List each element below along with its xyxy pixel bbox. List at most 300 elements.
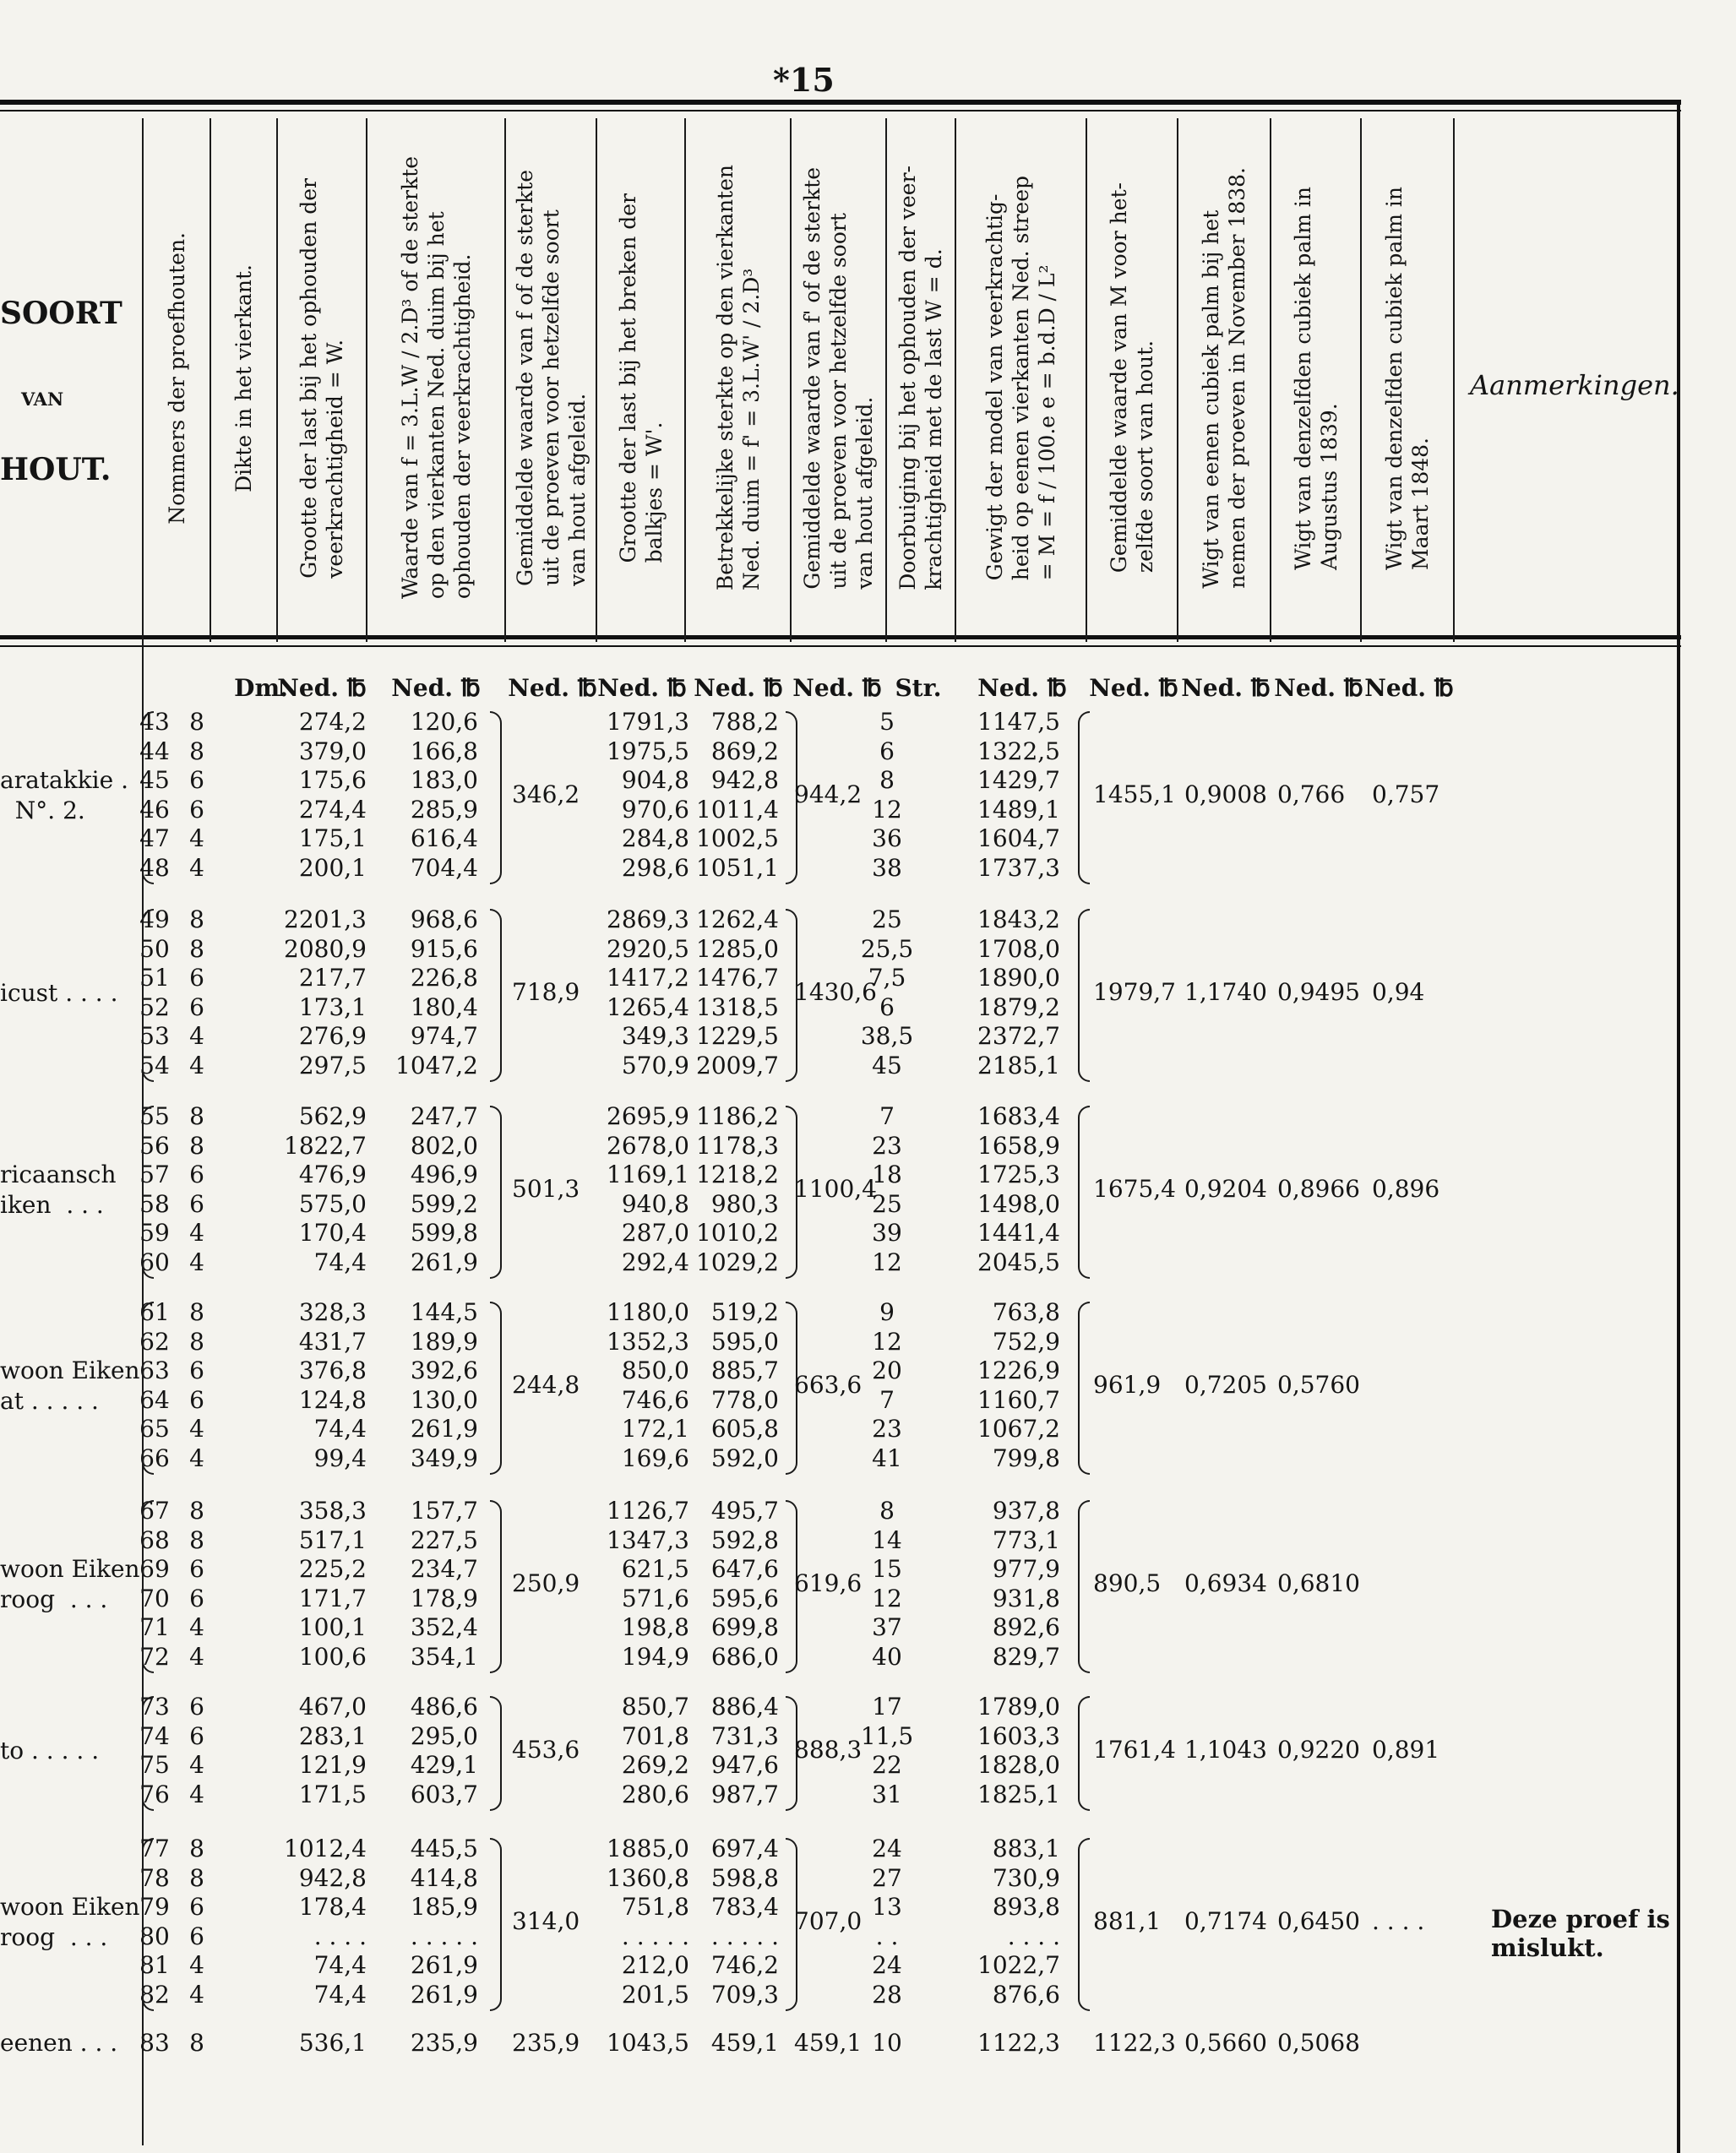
- cell-waarde-f: 915,6: [410, 934, 478, 963]
- cell-nummer: 53: [139, 1022, 170, 1050]
- cell-last-w: 358,3: [298, 1497, 367, 1525]
- header-wigt-1839-text: Wigt van denzelfden cubiek palm in Augustus 1839.: [1290, 186, 1341, 570]
- cell-dikte: 4: [189, 1219, 204, 1247]
- header-betrekkelijke-text: Betrekkelijke sterkte op den vierkanten Ned. duim = f' = 3.L.W' / 2.D³: [712, 165, 764, 591]
- cell-doorbuiging: 23: [872, 1415, 902, 1443]
- cell-nummer: 51: [139, 964, 170, 992]
- cell-doorbuiging: 24: [872, 1951, 902, 1979]
- cell-breken: 850,7: [621, 1693, 689, 1721]
- cell-dikte: 6: [189, 964, 204, 992]
- cell-last-w: 431,7: [298, 1327, 367, 1356]
- cell-gewigt-m: 773,1: [992, 1525, 1060, 1554]
- cell-f-accent: 1285,0: [696, 934, 779, 963]
- cell-nummer: 70: [139, 1584, 170, 1612]
- unit-doorbuiging: Str.: [895, 674, 942, 702]
- cell-gewigt-m: 1843,2: [977, 905, 1060, 933]
- table-right-border: [1677, 100, 1680, 2153]
- cell-gem-f: 250,9: [512, 1569, 580, 1597]
- cell-dikte: 4: [189, 824, 204, 852]
- cell-dikte: 8: [189, 1102, 204, 1130]
- header-soort: SOORT: [0, 296, 122, 331]
- header-doorbuiging: [887, 127, 955, 629]
- cell-f-accent: 788,2: [710, 708, 779, 736]
- group-brace: [1078, 1696, 1090, 1811]
- cell-gewigt-m: 1067,2: [977, 1415, 1060, 1443]
- group-brace: [490, 909, 502, 1082]
- cell-doorbuiging: 14: [872, 1525, 902, 1554]
- cell-nummer: 46: [139, 795, 170, 824]
- cell-dikte: 6: [189, 795, 204, 824]
- cell-dikte: 4: [189, 853, 204, 882]
- cell-f-accent: 699,8: [710, 1613, 779, 1641]
- cell-dikte: 8: [189, 1298, 204, 1326]
- cell-wigt-1838: 1,1043: [1184, 1736, 1267, 1764]
- cell-waarde-f: 496,9: [410, 1161, 478, 1188]
- cell-gewigt-m: 1879,2: [977, 992, 1060, 1021]
- cell-f-accent: 592,8: [710, 1525, 779, 1554]
- cell-waarde-f: 392,6: [410, 1356, 478, 1384]
- header-wigt-1839: [1271, 127, 1360, 629]
- cell-doorbuiging: 17: [872, 1693, 902, 1721]
- cell-doorbuiging: 38: [872, 853, 902, 882]
- cell-gewigt-m: 1429,7: [977, 766, 1060, 794]
- cell-dikte: 8: [189, 1131, 204, 1160]
- cell-waarde-f: 261,9: [410, 1415, 478, 1443]
- cell-nummer: 54: [139, 1051, 170, 1079]
- cell-nummer: 76: [139, 1780, 170, 1808]
- cell-last-w: 171,5: [298, 1780, 367, 1808]
- cell-wigt-1839: 0,6450: [1277, 1906, 1360, 1935]
- cell-waarde-f: 178,9: [410, 1584, 478, 1612]
- cell-doorbuiging: 9: [879, 1298, 895, 1326]
- cell-last-w: 1012,4: [284, 1835, 367, 1862]
- header-dikte: [211, 127, 276, 629]
- cell-nummer: 65: [139, 1415, 170, 1443]
- cell-gewigt-m: 1022,7: [977, 1951, 1060, 1979]
- header-wigt-1838: [1178, 127, 1270, 629]
- header-gewigt-model-text: Gewigt der model van veerkrachtig- heid op eenen vierkanten Ned. streep = M = f / 100.e e = b.d.D / L²: [982, 175, 1059, 581]
- group-brace: [142, 1696, 154, 1811]
- cell-breken: 1417,2: [607, 964, 689, 992]
- cell-gem-f: 501,3: [512, 1174, 580, 1203]
- cell-dikte: 4: [189, 1642, 204, 1671]
- cell-waarde-f: 704,4: [410, 853, 478, 882]
- cell-waarde-f: 166,8: [410, 737, 478, 765]
- cell-gewigt-m: 829,7: [992, 1642, 1060, 1671]
- cell-breken: 284,8: [621, 824, 689, 852]
- cell-last-w: 170,4: [298, 1219, 367, 1247]
- header-aanmerkingen: Aanmerkingen.: [1470, 369, 1679, 401]
- cell-gewigt-m: 1737,3: [977, 853, 1060, 882]
- cell-gewigt-m: 2045,5: [977, 1248, 1060, 1276]
- cell-breken: 904,8: [621, 766, 689, 794]
- cell-last-w: 74,4: [313, 1951, 367, 1979]
- cell-dikte: 4: [189, 1022, 204, 1050]
- cell-gem-f-accent: 707,0: [794, 1906, 863, 1935]
- cell-dikte: 8: [189, 1525, 204, 1554]
- cell-gewigt-m: . . . .: [1007, 1922, 1060, 1950]
- cell-last-w: 328,3: [298, 1298, 367, 1326]
- cell-last-w: 476,9: [298, 1161, 367, 1188]
- cell-gewigt-m: 1825,1: [977, 1780, 1060, 1808]
- group-brace: [142, 909, 154, 1082]
- cell-last-w: 276,9: [298, 1022, 367, 1050]
- cell-gem-f-accent: 888,3: [794, 1736, 863, 1764]
- cell-wigt-1839: 0,8966: [1277, 1174, 1360, 1203]
- cell-f-accent: . . . . .: [710, 1922, 779, 1950]
- header-grootte-breken-text: Grootte der last bij het breken der balkjes = W'.: [615, 193, 667, 563]
- cell-gewigt-m: 799,8: [992, 1443, 1060, 1472]
- cell-gewigt-m: 2185,1: [977, 1051, 1060, 1079]
- cell-waarde-f: 130,0: [410, 1385, 478, 1414]
- cell-dikte: 8: [189, 1835, 204, 1862]
- cell-nummer: 71: [139, 1613, 170, 1641]
- cell-gewigt-m: 1683,4: [977, 1102, 1060, 1130]
- wood-type-label: aratakkie . N°. 2.: [0, 765, 128, 824]
- group-brace: [142, 1500, 154, 1673]
- cell-gem-f-accent: 944,2: [794, 780, 863, 808]
- cell-wigt-1848: 0,896: [1372, 1174, 1440, 1203]
- cell-gewigt-m: 763,8: [992, 1298, 1060, 1326]
- cell-doorbuiging: 40: [872, 1642, 902, 1671]
- cell-breken: 1126,7: [607, 1497, 689, 1525]
- cell-last-w: 1822,7: [284, 1131, 367, 1160]
- cell-waarde-f: 429,1: [410, 1751, 478, 1779]
- cell-nummer: 67: [139, 1497, 170, 1525]
- col-divider: [1453, 118, 1455, 642]
- cell-breken: 1347,3: [607, 1525, 689, 1554]
- remark-text: Deze proef is mislukt.: [1491, 1905, 1670, 1962]
- cell-waarde-f: 144,5: [410, 1298, 478, 1326]
- unit-grootte-breken: Ned. ℔: [597, 674, 687, 702]
- group-brace: [1078, 1500, 1090, 1673]
- cell-waarde-f: 414,8: [410, 1863, 478, 1892]
- header-gem-f-accent: [792, 127, 885, 629]
- wood-type-label: to . . . . .: [0, 1737, 100, 1764]
- cell-last-w: 517,1: [298, 1525, 367, 1554]
- cell-doorbuiging: . .: [875, 1922, 899, 1950]
- cell-breken: 2869,3: [607, 905, 689, 933]
- cell-wigt-1838: 0,6934: [1184, 1569, 1267, 1597]
- header-nummers: [144, 127, 210, 629]
- cell-dikte: 4: [189, 1751, 204, 1779]
- wood-type-label: icust . . . .: [0, 978, 118, 1007]
- group-brace: [490, 1302, 502, 1475]
- cell-gem-m: 1122,3: [1093, 2029, 1176, 2057]
- cell-waarde-f: 295,0: [410, 1721, 478, 1750]
- group-brace: [142, 1106, 154, 1279]
- cell-breken: 172,1: [621, 1415, 689, 1443]
- cell-doorbuiging: 15: [872, 1555, 902, 1583]
- group-brace: [142, 1838, 154, 2011]
- cell-f-accent: 778,0: [710, 1385, 779, 1414]
- header-gem-f-accent-text: Gemiddelde waarde van f' of de sterkte uit de proeven voor hetzelfde soort van hout afgeleid.: [800, 166, 877, 590]
- cell-f-accent: 1010,2: [696, 1219, 779, 1247]
- cell-gem-m: 1675,4: [1093, 1174, 1176, 1203]
- cell-gewigt-m: 892,6: [992, 1613, 1060, 1641]
- group-brace: [490, 711, 502, 884]
- unit-dikte: Dm.: [234, 674, 288, 702]
- cell-nummer: 81: [139, 1951, 170, 1979]
- cell-waarde-f: 616,4: [410, 824, 478, 852]
- cell-waarde-f: 226,8: [410, 964, 478, 992]
- cell-nummer: 56: [139, 1131, 170, 1160]
- cell-breken: 298,6: [621, 853, 689, 882]
- cell-waarde-f: 227,5: [410, 1525, 478, 1554]
- cell-last-w: 124,8: [298, 1385, 367, 1414]
- header-gem-m-text: Gemiddelde waarde van M voor het- zelfde soort van hout.: [1107, 182, 1157, 574]
- cell-dikte: 6: [189, 1356, 204, 1384]
- cell-breken: . . . . .: [621, 1922, 689, 1950]
- cell-last-w: 942,8: [298, 1863, 367, 1892]
- cell-last-w: 467,0: [298, 1693, 367, 1721]
- cell-nummer: 44: [139, 737, 170, 765]
- cell-waarde-f: 1047,2: [395, 1051, 478, 1079]
- cell-nummer: 69: [139, 1555, 170, 1583]
- cell-waarde-f: 599,8: [410, 1219, 478, 1247]
- cell-breken: 269,2: [621, 1751, 689, 1779]
- cell-gewigt-m: 931,8: [992, 1584, 1060, 1612]
- cell-f-accent: 980,3: [710, 1189, 779, 1218]
- cell-gem-f: 235,9: [512, 2029, 580, 2057]
- cell-nummer: 58: [139, 1189, 170, 1218]
- cell-nummer: 77: [139, 1835, 170, 1862]
- cell-doorbuiging: 37: [872, 1613, 902, 1641]
- cell-gem-f: 718,9: [512, 977, 580, 1006]
- cell-f-accent: 987,7: [710, 1780, 779, 1808]
- cell-breken: 701,8: [621, 1721, 689, 1750]
- cell-doorbuiging: 5: [879, 708, 895, 736]
- cell-f-accent: 1029,2: [696, 1248, 779, 1276]
- cell-doorbuiging: 25: [872, 905, 902, 933]
- cell-nummer: 73: [139, 1693, 170, 1721]
- page-number: *15: [773, 61, 835, 99]
- header-gem-f-text: Gemiddelde waarde van f of de sterkte uit de proeven voor hetzelfde soort van hout afgeleid.: [512, 170, 590, 586]
- cell-waarde-f: 180,4: [410, 992, 478, 1021]
- cell-waarde-f: 349,9: [410, 1443, 478, 1472]
- cell-gem-m: 890,5: [1093, 1569, 1162, 1597]
- cell-doorbuiging: 39: [872, 1219, 902, 1247]
- header-hout: HOUT.: [0, 452, 112, 487]
- cell-gewigt-m: 1789,0: [977, 1693, 1060, 1721]
- cell-last-w: 283,1: [298, 1721, 367, 1750]
- cell-f-accent: 1051,1: [696, 853, 779, 882]
- cell-doorbuiging: 7: [879, 1102, 895, 1130]
- cell-waarde-f: 968,6: [410, 905, 478, 933]
- cell-waarde-f: 354,1: [410, 1642, 478, 1671]
- cell-nummer: 47: [139, 824, 170, 852]
- cell-nummer: 52: [139, 992, 170, 1021]
- unit-waarde-f: Ned. ℔: [391, 674, 481, 702]
- unit-wigt-1848: Ned. ℔: [1364, 674, 1454, 702]
- cell-gewigt-m: 1160,7: [977, 1385, 1060, 1414]
- unit-gem-f: Ned. ℔: [508, 674, 597, 702]
- cell-wigt-1838: 0,7174: [1184, 1906, 1267, 1935]
- cell-last-w: 100,6: [298, 1642, 367, 1671]
- cell-doorbuiging: 28: [872, 1980, 902, 2009]
- cell-doorbuiging: 38,5: [860, 1022, 914, 1050]
- header-gem-m: [1087, 127, 1177, 629]
- group-brace: [490, 1500, 502, 1673]
- cell-last-w: 178,4: [298, 1893, 367, 1921]
- cell-gewigt-m: 1441,4: [977, 1219, 1060, 1247]
- cell-doorbuiging: 27: [872, 1863, 902, 1892]
- cell-waarde-f: 189,9: [410, 1327, 478, 1356]
- table-top-rule-thin: [0, 110, 1681, 111]
- cell-nummer: 59: [139, 1219, 170, 1247]
- cell-f-accent: 647,6: [710, 1555, 779, 1583]
- cell-dikte: 8: [189, 2029, 204, 2057]
- cell-doorbuiging: 12: [872, 1584, 902, 1612]
- cell-gewigt-m: 752,9: [992, 1327, 1060, 1356]
- cell-gem-f: 346,2: [512, 780, 580, 808]
- cell-gem-f-accent: 459,1: [794, 2029, 863, 2057]
- cell-doorbuiging: 7,5: [868, 964, 906, 992]
- cell-last-w: . . . .: [313, 1922, 367, 1950]
- cell-gewigt-m: 876,6: [992, 1980, 1060, 2009]
- cell-breken: 349,3: [621, 1022, 689, 1050]
- cell-gewigt-m: 1708,0: [977, 934, 1060, 963]
- cell-nummer: 55: [139, 1102, 170, 1130]
- group-brace: [490, 1696, 502, 1811]
- cell-breken: 1169,1: [607, 1161, 689, 1188]
- cell-f-accent: 605,8: [710, 1415, 779, 1443]
- cell-breken: 1360,8: [607, 1863, 689, 1892]
- cell-breken: 1180,0: [607, 1298, 689, 1326]
- cell-nummer: 57: [139, 1161, 170, 1188]
- cell-doorbuiging: 36: [872, 824, 902, 852]
- cell-breken: 280,6: [621, 1780, 689, 1808]
- cell-waarde-f: 183,0: [410, 766, 478, 794]
- cell-nummer: 45: [139, 766, 170, 794]
- cell-doorbuiging: 12: [872, 1248, 902, 1276]
- cell-last-w: 562,9: [298, 1102, 367, 1130]
- cell-dikte: 6: [189, 1189, 204, 1218]
- cell-nummer: 63: [139, 1356, 170, 1384]
- cell-waarde-f: 185,9: [410, 1893, 478, 1921]
- cell-breken: 2678,0: [607, 1131, 689, 1160]
- cell-f-accent: 1229,5: [696, 1022, 779, 1050]
- cell-gem-m: 1455,1: [1093, 780, 1176, 808]
- cell-breken: 850,0: [621, 1356, 689, 1384]
- cell-nummer: 66: [139, 1443, 170, 1472]
- header-doorbuiging-text: Doorbuiging bij het ophouden der veer- krachtigheid met de last W = d.: [895, 166, 946, 590]
- cell-gewigt-m: 937,8: [992, 1497, 1060, 1525]
- cell-nummer: 75: [139, 1751, 170, 1779]
- cell-last-w: 2201,3: [284, 905, 367, 933]
- cell-dikte: 4: [189, 1613, 204, 1641]
- cell-wigt-1838: 0,7205: [1184, 1370, 1267, 1399]
- cell-f-accent: 1002,5: [696, 824, 779, 852]
- cell-f-accent: 1318,5: [696, 992, 779, 1021]
- cell-gewigt-m: 1322,5: [977, 737, 1060, 765]
- cell-last-w: 297,5: [298, 1051, 367, 1079]
- cell-f-accent: 1178,3: [696, 1131, 779, 1160]
- cell-waarde-f: 234,7: [410, 1555, 478, 1583]
- group-brace: [1078, 909, 1090, 1082]
- cell-dikte: 4: [189, 1248, 204, 1276]
- cell-dikte: 4: [189, 1980, 204, 2009]
- wood-type-label: ricaansch iken . . .: [0, 1160, 117, 1219]
- cell-last-w: 274,4: [298, 795, 367, 824]
- header-wigt-1838-text: Wigt van eenen cubiek palm bij het nemen der proeven in November 1838.: [1199, 167, 1249, 589]
- cell-f-accent: 886,4: [710, 1693, 779, 1721]
- cell-breken: 2920,5: [607, 934, 689, 963]
- cell-dikte: 8: [189, 1497, 204, 1525]
- cell-waarde-f: 802,0: [410, 1131, 478, 1160]
- cell-nummer: 74: [139, 1721, 170, 1750]
- cell-dikte: 8: [189, 905, 204, 933]
- cell-breken: 194,9: [621, 1642, 689, 1671]
- cell-nummer: 78: [139, 1863, 170, 1892]
- cell-doorbuiging: 22: [872, 1751, 902, 1779]
- cell-breken: 169,6: [621, 1443, 689, 1472]
- cell-waarde-f: 974,7: [410, 1022, 478, 1050]
- cell-last-w: 173,1: [298, 992, 367, 1021]
- cell-waarde-f: 445,5: [410, 1835, 478, 1862]
- unit-gem-f-accent: Ned. ℔: [792, 674, 882, 702]
- group-brace: [490, 1106, 502, 1279]
- cell-waarde-f: 157,7: [410, 1497, 478, 1525]
- cell-f-accent: 709,3: [710, 1980, 779, 2009]
- cell-doorbuiging: 13: [872, 1893, 902, 1921]
- cell-gewigt-m: 730,9: [992, 1863, 1060, 1892]
- cell-breken: 940,8: [621, 1189, 689, 1218]
- cell-gewigt-m: 1604,7: [977, 824, 1060, 852]
- unit-grootte-last: Ned. ℔: [277, 674, 367, 702]
- cell-dikte: 8: [189, 737, 204, 765]
- cell-f-accent: 947,6: [710, 1751, 779, 1779]
- cell-dikte: 6: [189, 1161, 204, 1188]
- cell-gewigt-m: 1147,5: [977, 708, 1060, 736]
- table-top-rule: [0, 100, 1681, 105]
- cell-doorbuiging: 18: [872, 1161, 902, 1188]
- cell-doorbuiging: 41: [872, 1443, 902, 1472]
- cell-gewigt-m: 883,1: [992, 1835, 1060, 1862]
- cell-gem-f: 453,6: [512, 1736, 580, 1764]
- cell-waarde-f: 261,9: [410, 1980, 478, 2009]
- header-grootte-last-text: Grootte der last bij het ophouden der veerkrachtigheid = W.: [297, 177, 347, 579]
- cell-dikte: 6: [189, 1693, 204, 1721]
- cell-wigt-1848: 0,891: [1372, 1736, 1440, 1764]
- cell-breken: 751,8: [621, 1893, 689, 1921]
- unit-gewigt-model: Ned. ℔: [977, 674, 1067, 702]
- cell-breken: 1043,5: [607, 2029, 689, 2057]
- cell-wigt-1839: 0,5760: [1277, 1370, 1360, 1399]
- cell-dikte: 6: [189, 1893, 204, 1921]
- cell-last-w: 100,1: [298, 1613, 367, 1641]
- group-brace: [1078, 1106, 1090, 1279]
- cell-gewigt-m: 1226,9: [977, 1356, 1060, 1384]
- cell-last-w: 74,4: [313, 1980, 367, 2009]
- cell-nummer: 62: [139, 1327, 170, 1356]
- cell-gem-m: 961,9: [1093, 1370, 1162, 1399]
- cell-dikte: 8: [189, 1327, 204, 1356]
- cell-breken: 201,5: [621, 1980, 689, 2009]
- cell-gewigt-m: 977,9: [992, 1555, 1060, 1583]
- cell-doorbuiging: 8: [879, 766, 895, 794]
- cell-last-w: 536,1: [298, 2029, 367, 2057]
- header-waarde-f: [367, 127, 504, 629]
- cell-f-accent: 1011,4: [696, 795, 779, 824]
- wood-type-label: woon Eiken roog . . .: [0, 1554, 140, 1613]
- cell-waarde-f: . . . . .: [410, 1922, 478, 1950]
- cell-gem-f-accent: 619,6: [794, 1569, 863, 1597]
- cell-wigt-1839: 0,766: [1277, 780, 1346, 808]
- cell-gem-m: 1761,4: [1093, 1736, 1176, 1764]
- header-grootte-last: [278, 127, 366, 629]
- cell-last-w: 200,1: [298, 853, 367, 882]
